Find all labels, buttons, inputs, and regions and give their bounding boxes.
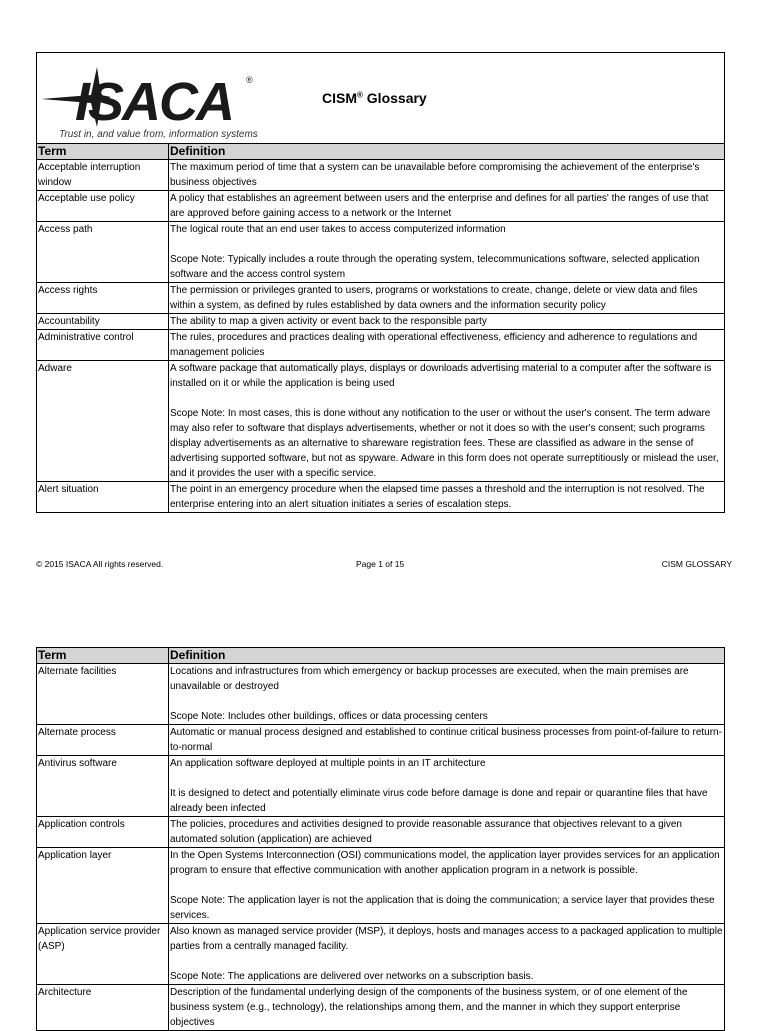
term-cell: Adware xyxy=(37,361,169,482)
definition-cell xyxy=(169,482,725,513)
definition-cell xyxy=(169,725,725,756)
term-cell: Access path xyxy=(37,222,169,283)
definition-paragraph: Also known as managed service provider (MSP), it deploys, hosts and manages access to a packaged application to multiple parties from a centrally managed facility. xyxy=(170,926,723,952)
term-cell: Application controls xyxy=(37,817,169,848)
definition-cell xyxy=(169,283,725,314)
definition-cell xyxy=(169,160,725,191)
page-title: CISM® Glossary xyxy=(322,90,427,106)
table-row xyxy=(37,283,725,314)
table-row xyxy=(37,924,725,985)
definition-paragraph: Scope Note: The applications are delivered over networks on a subscription basis. xyxy=(170,971,534,982)
definition-cell xyxy=(169,664,725,725)
definition-paragraph: The maximum period of time that a system can be unavailable before compromising the achievement of the enterprise's business objectives xyxy=(170,162,700,188)
term-cell: Access rights xyxy=(37,283,169,314)
term-column-header: Term xyxy=(37,648,169,664)
table-header-row xyxy=(37,648,725,664)
svg-text:ISACA: ISACA xyxy=(75,72,234,132)
term-cell: Alternate process xyxy=(37,725,169,756)
glossary-table-1 xyxy=(36,143,725,513)
term-cell: Acceptable interruption window xyxy=(37,160,169,191)
term-cell: Accountability xyxy=(37,314,169,330)
definition-paragraph: The policies, procedures and activities designed to provide reasonable assurance that objectives relevant to a given automated solution (application) are achieved xyxy=(170,819,682,845)
table-row xyxy=(37,222,725,283)
definition-paragraph: Automatic or manual process designed and established to continue critical business processes from point-of-failure to return-to-normal xyxy=(170,727,722,753)
definition-cell xyxy=(169,756,725,817)
glossary-page-1 xyxy=(36,52,725,513)
table-row xyxy=(37,482,725,513)
term-cell: Acceptable use policy xyxy=(37,191,169,222)
svg-text:®: ® xyxy=(246,75,253,85)
table-row xyxy=(37,725,725,756)
term-cell: Architecture xyxy=(37,985,169,1031)
definition-paragraph: The rules, procedures and practices dealing with operational effectiveness, efficiency and adherence to regulations and management policies xyxy=(170,332,698,358)
definition-cell xyxy=(169,361,725,482)
definition-paragraph: Scope Note: Includes other buildings, offices or data processing centers xyxy=(170,711,488,722)
definition-column-header: Definition xyxy=(169,648,725,664)
definition-cell xyxy=(169,314,725,330)
table-row xyxy=(37,817,725,848)
definition-paragraph: Scope Note: The application layer is not the application that is doing the communication; a service layer that provides these services. xyxy=(170,895,715,921)
definition-paragraph: In the Open Systems Interconnection (OSI) communications model, the application layer provides services for an application program to ensure that effective communication with another application program in a network is possible. xyxy=(170,850,720,876)
table-row xyxy=(37,314,725,330)
isaca-logo xyxy=(41,67,291,141)
footer-copyright: © 2015 ISACA All rights reserved. xyxy=(36,559,164,569)
term-cell: Administrative control xyxy=(37,330,169,361)
table-row xyxy=(37,664,725,725)
table-row xyxy=(37,848,725,924)
term-cell: Alternate facilities xyxy=(37,664,169,725)
definition-cell xyxy=(169,222,725,283)
table-row xyxy=(37,756,725,817)
definition-paragraph: An application software deployed at multiple points in an IT architecture xyxy=(170,758,486,769)
definition-paragraph: Locations and infrastructures from which emergency or backup processes are executed, when the main premises are unavailable or destroyed xyxy=(170,666,689,692)
term-cell: Application service provider (ASP) xyxy=(37,924,169,985)
table-row xyxy=(37,330,725,361)
definition-cell xyxy=(169,848,725,924)
footer-page-number: Page 1 of 15 xyxy=(356,559,405,569)
definition-paragraph: The logical route that an end user takes to access computerized information xyxy=(170,224,506,235)
term-cell: Application layer xyxy=(37,848,169,924)
definition-paragraph: The point in an emergency procedure when the elapsed time passes a threshold and the interruption is not resolved. The enterprise entering into an alert situation initiates a series of escalation steps. xyxy=(170,484,705,510)
table-row xyxy=(37,160,725,191)
table-row xyxy=(37,361,725,482)
definition-cell xyxy=(169,924,725,985)
term-cell: Antivirus software xyxy=(37,756,169,817)
definition-paragraph: A software package that automatically plays, displays or downloads advertising material to a computer after the software is installed on it or while the application is being used xyxy=(170,363,712,389)
table-row xyxy=(37,191,725,222)
glossary-table-2 xyxy=(36,647,725,1031)
definition-paragraph: The ability to map a given activity or event back to the responsible party xyxy=(170,316,487,327)
page-header xyxy=(36,52,725,143)
footer-doc-name: CISM GLOSSARY xyxy=(661,559,732,569)
definition-cell xyxy=(169,330,725,361)
definition-paragraph: The permission or privileges granted to users, programs or workstations to create, change, delete or view data and files within a system, as defined by rules established by data owners and the information security policy xyxy=(170,285,698,311)
definition-column-header: Definition xyxy=(169,144,725,160)
definition-paragraph: Scope Note: In most cases, this is done without any notification to the user or without the user's consent. The term adware may also refer to software that displays advertisements, whether or not it does so with the user's consent; such programs display advertisements as an alternative to shareware registration fees. These are classified as adware in the sense of advertising supported software, but not as spyware. Adware in this form does not operate surreptitiously or mislead the user, and it provides the user with a specific service. xyxy=(170,408,719,479)
term-column-header: Term xyxy=(37,144,169,160)
table-header-row xyxy=(37,144,725,160)
definition-cell xyxy=(169,817,725,848)
definition-paragraph: Scope Note: Typically includes a route through the operating system, telecommunications software, selected application software and the access control system xyxy=(170,254,700,280)
term-cell: Alert situation xyxy=(37,482,169,513)
definition-cell xyxy=(169,191,725,222)
definition-paragraph: Description of the fundamental underlying design of the components of the business system, or of one element of the business system (e.g., technology), the relationships among them, and the manner in which they support enterprise objectives xyxy=(170,987,688,1028)
definition-paragraph: It is designed to detect and potentially eliminate virus code before damage is done and repair or quarantine files that have already been infected xyxy=(170,788,708,814)
svg-text:Trust in, and value from, info: Trust in, and value from, information systems xyxy=(59,129,258,140)
definition-paragraph: A policy that establishes an agreement between users and the enterprise and defines for all parties' the ranges of use that are approved before gaining access to a network or the Internet xyxy=(170,193,709,219)
glossary-page-2 xyxy=(36,647,725,1031)
